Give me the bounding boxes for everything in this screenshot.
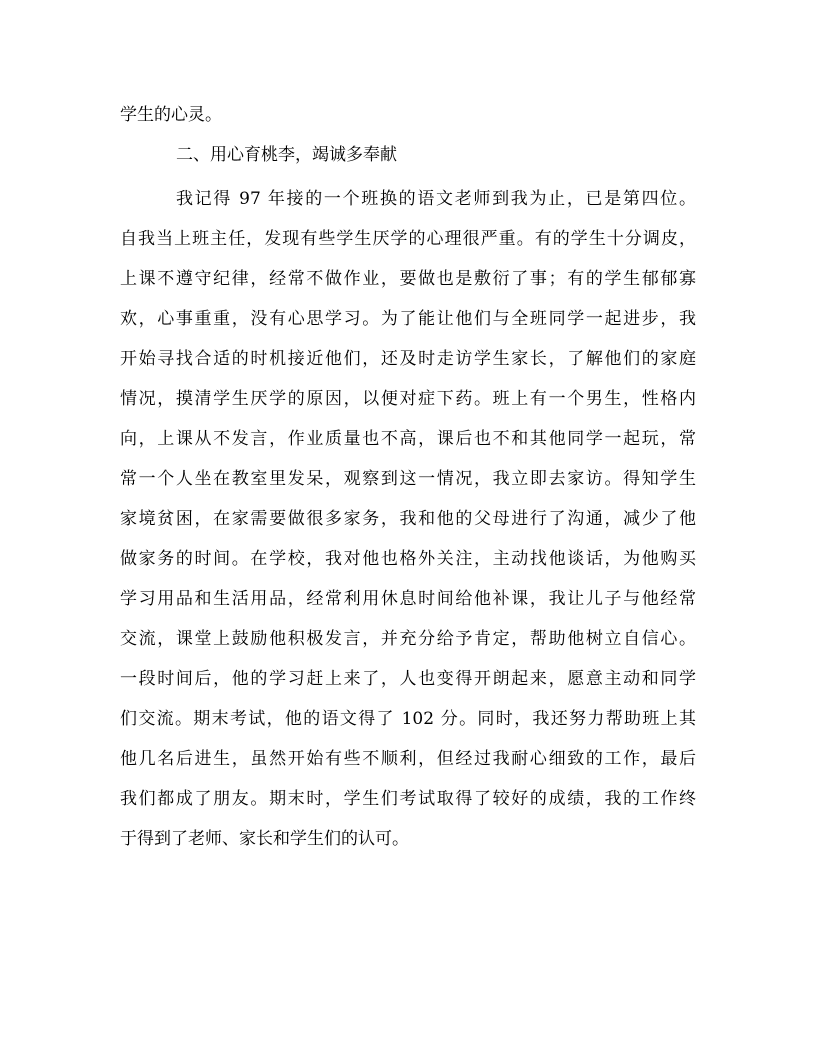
text-line: 交流，课堂上鼓励他积极发言，并充分给予肯定，帮助他树立自信心。 — [120, 629, 696, 649]
text-line: 他几名后进生，虽然开始有些不顺利，但经过我耐心细致的工作，最后 — [120, 749, 696, 769]
text-line: 向，上课从不发言，作业质量也不高，课后也不和其他同学一起玩，常 — [120, 429, 696, 449]
text-line: 学生的心灵。 — [120, 105, 222, 125]
text-line: 自我当上班主任，发现有些学生厌学的心理很严重。有的学生十分调皮， — [120, 229, 696, 249]
text-line: 我们都成了朋友。期末时，学生们考试取得了较好的成绩，我的工作终 — [120, 789, 696, 809]
section-heading: 二、用心育桃李，竭诚多奉献 — [176, 145, 397, 165]
text-line: 于得到了老师、家长和学生们的认可。 — [120, 829, 409, 849]
text-line: 们交流。期末考试，他的语文得了 102 分。同时，我还努力帮助班上其 — [120, 709, 696, 729]
text-line: 我记得 97 年接的一个班换的语文老师到我为止，已是第四位。 — [176, 189, 696, 209]
text-line: 一段时间后，他的学习赶上来了，人也变得开朗起来，愿意主动和同学 — [120, 669, 696, 689]
text-line: 常一个人坐在教室里发呆，观察到这一情况，我立即去家访。得知学生 — [120, 469, 696, 489]
text-line: 学习用品和生活用品，经常利用休息时间给他补课，我让儿子与他经常 — [120, 589, 696, 609]
text-line: 做家务的时间。在学校，我对他也格外关注，主动找他谈话，为他购买 — [120, 549, 696, 569]
text-line: 上课不遵守纪律，经常不做作业，要做也是敷衍了事；有的学生郁郁寡 — [120, 269, 696, 289]
text-line: 开始寻找合适的时机接近他们，还及时走访学生家长，了解他们的家庭 — [120, 349, 696, 369]
text-line: 情况，摸清学生厌学的原因，以便对症下药。班上有一个男生，性格内 — [120, 389, 696, 409]
text-line: 欢，心事重重，没有心思学习。为了能让他们与全班同学一起进步，我 — [120, 309, 696, 329]
text-line: 家境贫困，在家需要做很多家务，我和他的父母进行了沟通，减少了他 — [120, 509, 696, 529]
